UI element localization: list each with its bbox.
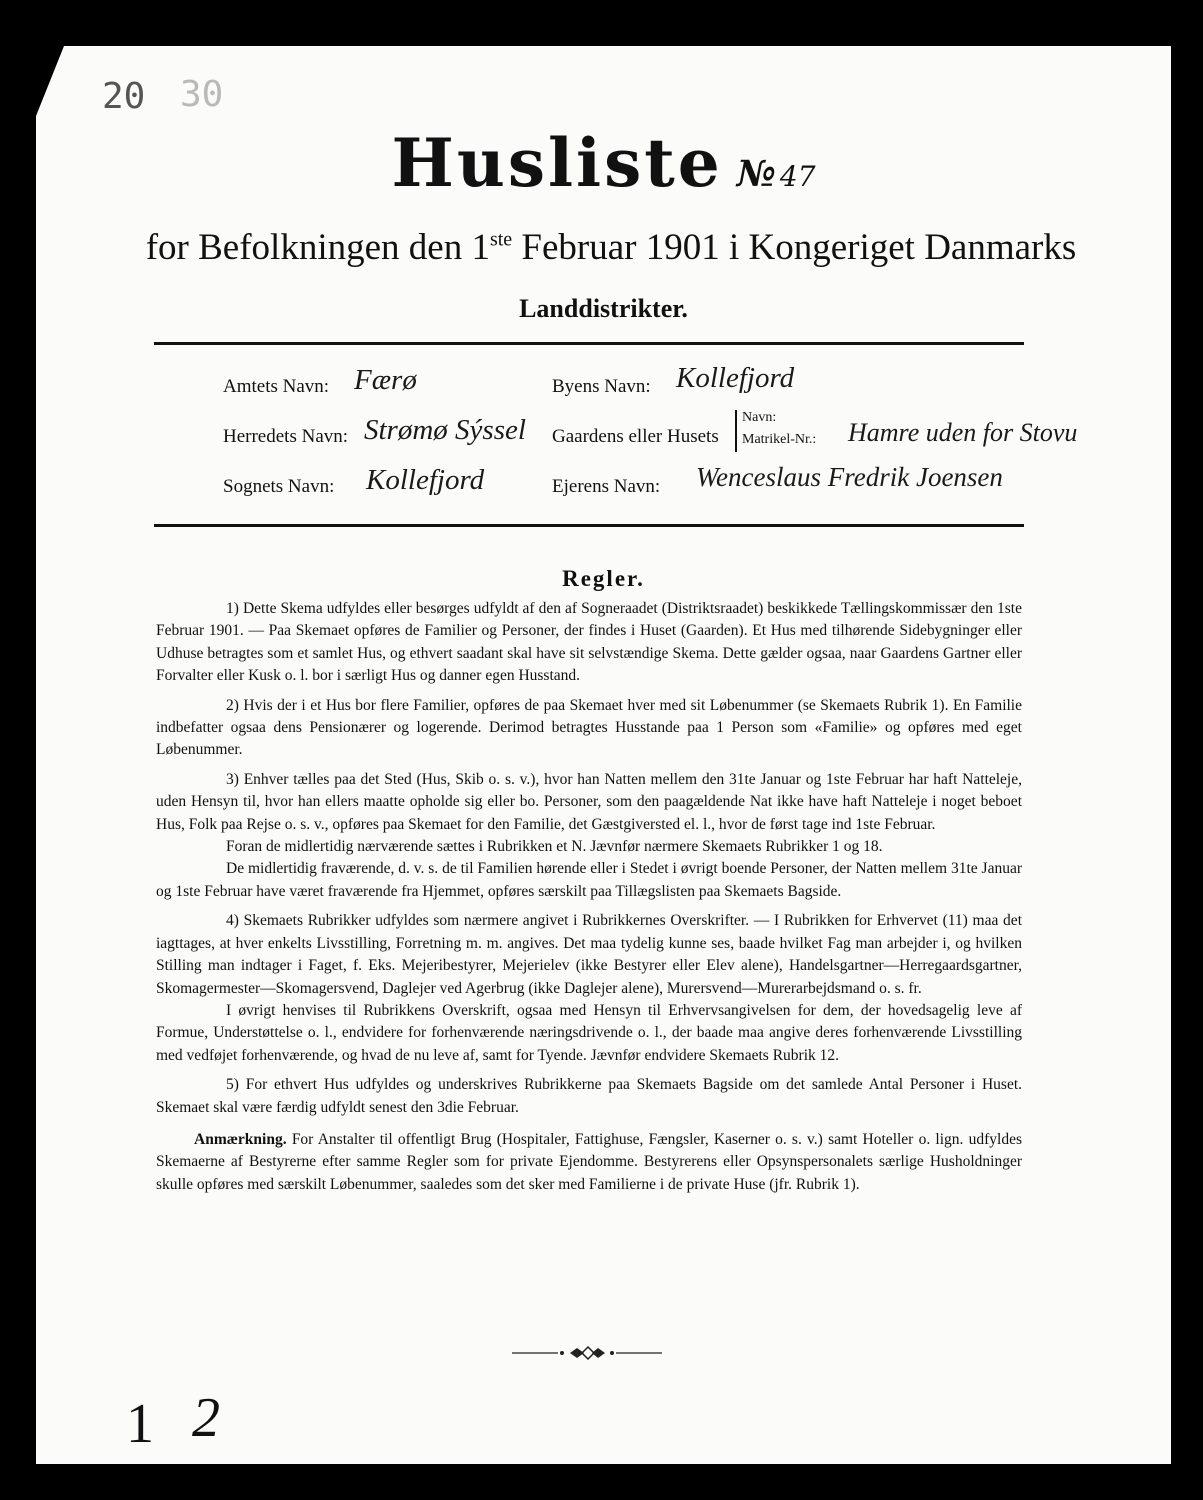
sogn-value: Kollefjord xyxy=(366,464,485,496)
rules-body xyxy=(156,598,1022,1203)
list-number: 47 xyxy=(779,160,816,193)
by-label: Byens Navn: xyxy=(552,376,651,397)
sogn-label: Sognets Navn: xyxy=(223,476,335,497)
gaard-brace xyxy=(735,410,737,452)
district-label: Landdistrikter. xyxy=(519,294,688,323)
fields-divider xyxy=(154,524,1024,527)
rule-paragraph: 5) For ethvert Hus udfyldes og underskrives Rubrikkerne paa Skemaets Bagside om det samlede Antal Personer i Huset. Skemaet skal være færdig udfyldt senest den 3die Februar. xyxy=(156,1076,1022,1116)
page-number-stamp: 20 xyxy=(102,76,146,117)
note-label: Anmærkning. xyxy=(194,1130,287,1148)
rules-heading: Regler. xyxy=(562,566,645,591)
navn-label: Navn: xyxy=(742,410,777,425)
folded-corner xyxy=(36,46,64,116)
ornament-divider xyxy=(512,1346,662,1360)
ejer-value: Wenceslaus Fredrik Joensen xyxy=(696,462,1003,492)
title-text: Husliste xyxy=(391,124,723,202)
rule-paragraph: 1) Dette Skema udfyldes eller besørges udfyldt af den af Sogneraadet (Distriktsraadet) beskikkede Tællingskommissær den 1ste Februar 1901. — Paa Skemaet opføres de Familier og Personer, der findes i Huset (Gaarden). Et Hus med tilhørende Sidebygninger eller Udhuse betragtes som et samlet Hus, og ethvert saadant skal have sit selvstændige Skema. Dette gælder ogsaa, naar Gaardens Gartner eller Forvalter eller Kusk o. l. bor i særligt Hus og danner egen Husstand. xyxy=(156,600,1022,685)
gaard-value: Hamre uden for Stovu xyxy=(848,418,1078,447)
handwritten-number-2: 2 xyxy=(192,1387,220,1449)
rule-paragraph: 3) Enhver tælles paa det Sted (Hus, Skib o. s. v.), hvor han Natten mellem den 31te Januar og 1ste Februar har haft Natteleje, uden Hensyn til, hvor han ellers maatte opholde sig eller bo. Personer, som den paagældende Nat ikke have haft Natteleje i noget beboet Hus, Folk paa Rejse o. s. v., opføres paa Skemaet for den Familie, det Gæstgiversted el. l., hvor de først tage ind 1ste Februar. xyxy=(156,770,1022,833)
census-form-page xyxy=(36,46,1171,1464)
amt-label: Amtets Navn: xyxy=(223,376,330,397)
by-value: Kollefjord xyxy=(676,362,795,394)
rule-paragraph: 2) Hvis der i et Hus bor flere Familier, opføres de paa Skemaet hver med sit Løbenummer (se Skemaets Rubrik 1). En Familie indbefatter ogsaa dens Pensionærer og logerende. Derimod betragtes Husstande paa 1 Person som «Familie» og opføres med eget Løbenummer. xyxy=(156,696,1022,759)
top-divider xyxy=(154,342,1024,345)
rule-paragraph: De midlertidig fraværende, d. v. s. de til Familien hørende eller i Stedet i øvrigt boende Personer, der Natten mellem 31te Januar og 1ste Februar have været fraværende fra Hjemmet, opføres særskilt paa Tillægslisten paa Skemaets Bagside. xyxy=(156,860,1022,900)
herred-label: Herredets Navn: xyxy=(223,426,349,447)
form-subtitle: for Befolkningen den 1ste Februar 1901 i Kongeriget Danmarks xyxy=(145,227,1077,268)
rule-paragraph: 4) Skemaets Rubrikker udfyldes som nærmere angivet i Rubrikkernes Overskrifter. — I Rubrikken for Erhvervet (11) maa det iagttages, at hver enkelts Livsstilling, Forretning m. m. angives. Det maa tydelig kunne ses, baade hvilket Fag man arbejder i, og hvilken Stilling man indtager i Faget, f. Eks. Mejeribestyrer, Mejerielev (ikke Bestyrer eller Elev alene), Handelsgartner—Herregaardsgartner, Skomagermester—Skomagersvend, Daglejer ved Agerbrug (ikke Daglejer alene), Murersvend—Murerarbejdsmand o. s. fr. xyxy=(156,912,1022,997)
rule-paragraph: I øvrigt henvises til Rubrikkens Overskrift, ogsaa med Hensyn til Erhvervsangivelsen for dem, der hovedsagelig leve af Formue, Understøttelse o. l., endvidere for forhenværende næringsdrivende o. l., der baade maa angive deres forhenværende Livsstilling med vedføjet forhenværende, og hvad de nu leve af, samt for Tyende. Jævnfør endvidere Skemaets Rubrik 12. xyxy=(156,1001,1022,1064)
ejer-label: Ejerens Navn: xyxy=(552,476,661,497)
note-text: For Anstalter til offentligt Brug (Hospitaler, Fattighuse, Fængsler, Kaserner o. s. v.) samt Hoteller o. lign. udfyldes Skemaerne af Bestyrerne efter samme Regler som for private Ejendomme. Bestyrerens eller Opsynspersonalets særlige Husholdninger skulle opføres med særskilt Løbenummer, saaledes som det sker med Familierne i de private Huse (jfr. Rubrik 1). xyxy=(156,1130,1022,1193)
amt-value: Færø xyxy=(354,364,417,396)
gaard-label: Gaardens eller Husets xyxy=(552,426,719,447)
matrikel-label: Matrikel-Nr.: xyxy=(742,432,817,447)
form-title xyxy=(36,124,1171,202)
number-prefix: № xyxy=(736,153,776,195)
herred-value: Strømø Sýssel xyxy=(364,414,526,446)
rule-paragraph: Foran de midlertidig nærværende sættes i Rubrikken et N. Jævnfør nærmere Skemaets Rubrikker 1 og 18. xyxy=(226,838,883,856)
page-number-faint: 30 xyxy=(180,74,224,115)
note-paragraph xyxy=(156,1129,1022,1196)
handwritten-number-1: 1 xyxy=(126,1393,154,1455)
